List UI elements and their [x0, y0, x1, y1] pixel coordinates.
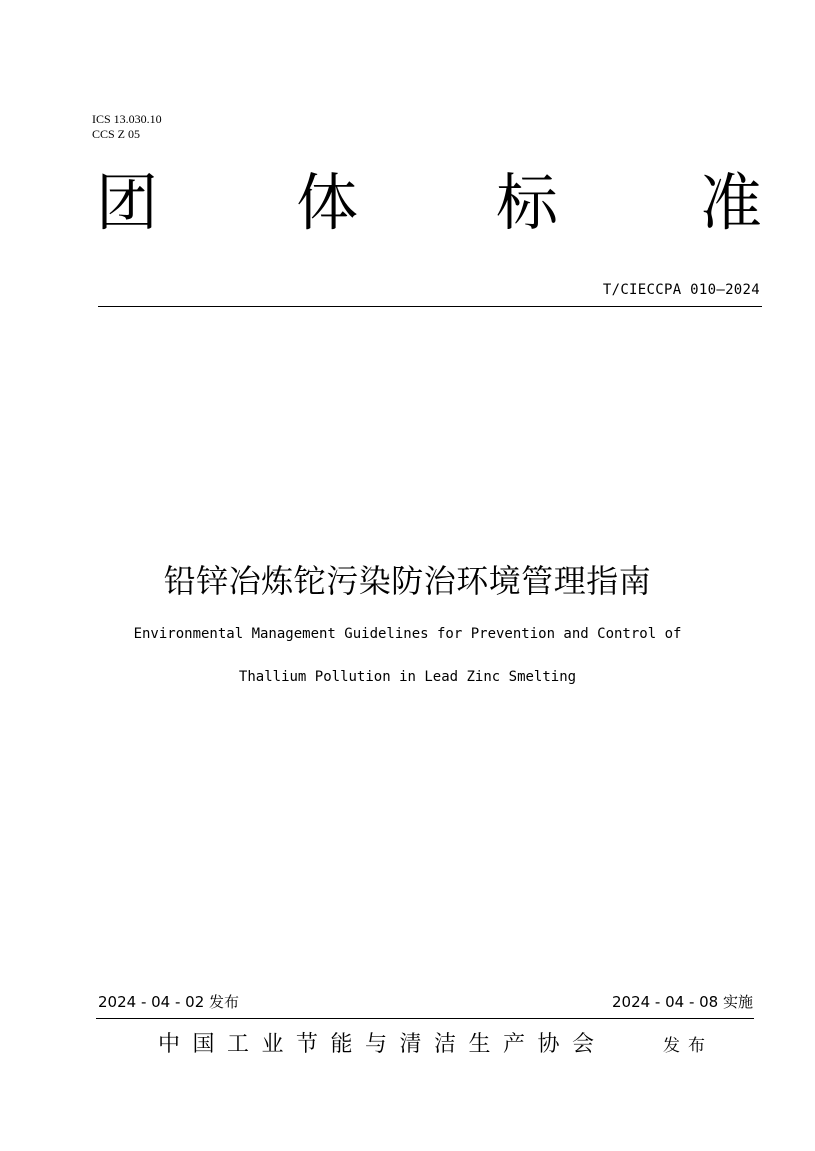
publisher-name: 中国工业节能与清洁生产协会 [158, 1032, 607, 1057]
standard-type-char-1: 团 [96, 166, 159, 239]
publisher-suffix: 发布 [663, 1036, 713, 1056]
ccs-code: CCS Z 05 [92, 127, 141, 141]
release-date: 2024 - 04 - 02 发布 [98, 993, 240, 1011]
title-english-line-1: Environmental Management Guidelines for Prevention and Control of [133, 626, 682, 642]
header-divider [98, 306, 762, 307]
title-english-line-2: Thallium Pollution in Lead Zinc Smelting [238, 669, 577, 685]
footer-divider [96, 1018, 754, 1019]
standard-type-char-4: 准 [700, 166, 763, 239]
title-chinese: 铅锌冶炼铊污染防治环境管理指南 [163, 562, 652, 600]
standard-type-char-3: 标 [496, 166, 559, 239]
classification-block [92, 112, 162, 142]
ics-code: ICS 13.030.10 [92, 112, 162, 126]
standard-type-heading [96, 168, 766, 244]
publisher-line [158, 1030, 718, 1062]
standard-type-char-2: 体 [296, 166, 359, 239]
standard-number: T/CIECCPA 010—2024 [602, 282, 760, 298]
implementation-date: 2024 - 04 - 08 实施 [611, 993, 753, 1011]
